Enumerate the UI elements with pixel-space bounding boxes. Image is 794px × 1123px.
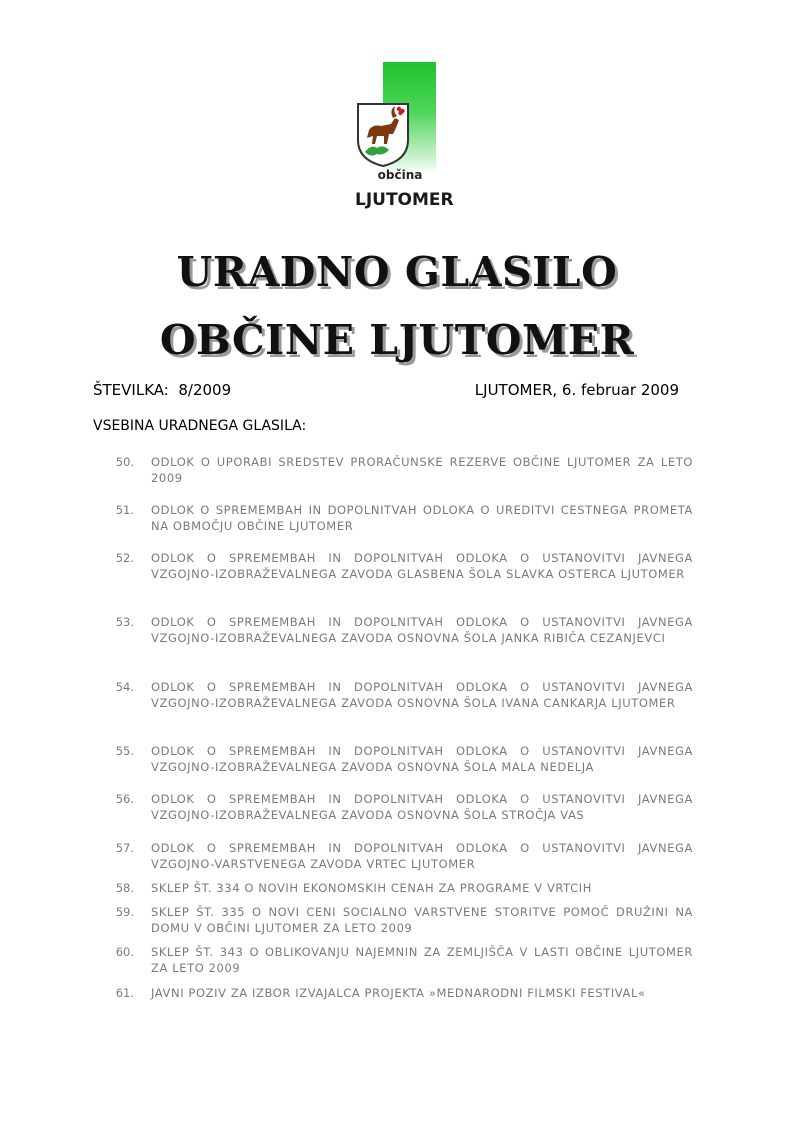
item-title: ODLOK O SPREMEMBAH IN DOPOLNITVAH ODLOKA O USTANOVITVI JAVNEGA VZGOJNO-IZOBRAŽEVALNEGA ZAVODA OSNOVNA ŠOLA JANKA RIBIČA CEZANJEVCI: [151, 615, 693, 645]
item-number: 60.: [115, 945, 134, 959]
item-title: SKLEP ŠT. 334 O NOVIH EKONOMSKIH CENAH ZA PROGRAME V VRTCIH: [151, 881, 592, 895]
item-number: 61.: [115, 986, 134, 1000]
logo-title: LJUTOMER: [355, 190, 454, 210]
coat-of-arms-icon: [355, 100, 411, 168]
document-title-line-1: URADNO GLASILO: [176, 248, 618, 296]
item-title: SKLEP ŠT. 335 O NOVI CENI SOCIALNO VARSTVENE STORITVE POMOČ DRUŽINI NA DOMU V OBČINI LJUTOMER ZA LETO 2009: [151, 905, 693, 935]
item-title: ODLOK O SPREMEMBAH IN DOPOLNITVAH ODLOKA O UREDITVI CESTNEGA PROMETA NA OBMOČJU OBČINE LJUTOMER: [151, 503, 693, 533]
item-title: ODLOK O SPREMEMBAH IN DOPOLNITVAH ODLOKA O USTANOVITVI JAVNEGA VZGOJNO-IZOBRAŽEVALNEGA ZAVODA OSNOVNA ŠOLA MALA NEDELJA: [151, 744, 693, 774]
contents-heading: VSEBINA URADNEGA GLASILA:: [93, 418, 307, 434]
item-number: 59.: [115, 905, 134, 919]
item-number: 57.: [115, 841, 134, 855]
item-number: 53.: [115, 615, 134, 629]
item-number: 58.: [115, 881, 134, 895]
item-number: 54.: [115, 680, 134, 694]
municipality-logo: [355, 62, 454, 212]
item-number: 52.: [115, 551, 134, 565]
document-title-line-2: OBČINE LJUTOMER: [159, 316, 635, 364]
item-number: 55.: [115, 744, 134, 758]
item-number: 50.: [115, 455, 134, 469]
item-title: SKLEP ŠT. 343 O OBLIKOVANJU NAJEMNIN ZA ZEMLJIŠČA V LASTI OBČINE LJUTOMER ZA LETO 2009: [151, 945, 693, 975]
item-number: 51.: [115, 503, 134, 517]
place-and-date: LJUTOMER, 6. februar 2009: [474, 381, 679, 399]
item-title: ODLOK O SPREMEMBAH IN DOPOLNITVAH ODLOKA O USTANOVITVI JAVNEGA VZGOJNO-IZOBRAŽEVALNEGA ZAVODA OSNOVNA ŠOLA STROČJA VAS: [151, 792, 693, 822]
item-title: ODLOK O SPREMEMBAH IN DOPOLNITVAH ODLOKA O USTANOVITVI JAVNEGA VZGOJNO-VARSTVENEGA ZAVODA VRTEC LJUTOMER: [151, 841, 693, 871]
item-title: ODLOK O UPORABI SREDSTEV PRORAČUNSKE REZERVE OBČINE LJUTOMER ZA LETO 2009: [151, 455, 693, 485]
item-title: JAVNI POZIV ZA IZBOR IZVAJALCA PROJEKTA »MEDNARODNI FILMSKI FESTIVAL«: [151, 986, 646, 1000]
item-number: 56.: [115, 792, 134, 806]
item-title: ODLOK O SPREMEMBAH IN DOPOLNITVAH ODLOKA O USTANOVITVI JAVNEGA VZGOJNO-IZOBRAŽEVALNEGA ZAVODA GLASBENA ŠOLA SLAVKA OSTERCA LJUTOMER: [151, 551, 693, 581]
item-title: ODLOK O SPREMEMBAH IN DOPOLNITVAH ODLOKA O USTANOVITVI JAVNEGA VZGOJNO-IZOBRAŽEVALNEGA ZAVODA OSNOVNA ŠOLA IVANA CANKARJA LJUTOMER: [151, 680, 693, 710]
issue-number: ŠTEVILKA: 8/2009: [93, 381, 232, 399]
logo-subtitle: občina: [377, 168, 423, 182]
